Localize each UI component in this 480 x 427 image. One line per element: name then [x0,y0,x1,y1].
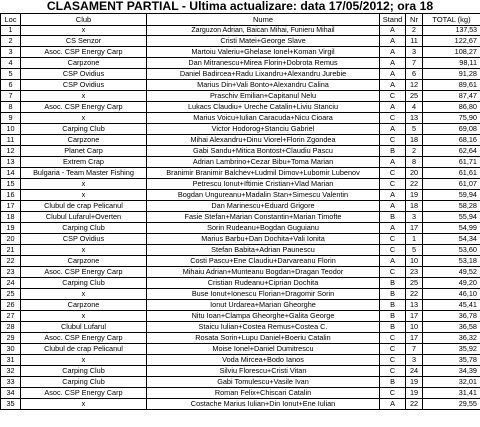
cell-nr: 18 [406,135,423,146]
cell-loc: 10 [1,124,21,135]
cell-nr: 25 [406,91,423,102]
cell-stand: B [380,377,406,388]
cell-loc: 4 [1,58,21,69]
cell-stand: C [380,135,406,146]
cell-stand: A [380,157,406,168]
cell-total: 58,28 [423,201,480,212]
cell-stand: A [380,399,406,410]
table-row [1,355,480,366]
cell-stand: A [380,26,406,36]
cell-total: 61,71 [423,157,480,168]
cell-nr: 7 [406,58,423,69]
cell-stand: C [380,388,406,399]
cell-nr: 11 [406,36,423,47]
cell-club: x [21,245,147,256]
cell-club: x [21,179,147,190]
table-row [1,333,480,344]
cell-nume: Sorin Rudeanu+Bogdan Guguianu [147,223,380,234]
cell-loc: 5 [1,69,21,80]
table-row [1,388,480,399]
cell-stand: C [380,234,406,245]
cell-loc: 16 [1,190,21,201]
cell-total: 53,18 [423,256,480,267]
table-row [1,245,480,256]
cell-loc: 33 [1,377,21,388]
cell-club: Asoc. CSP Energy Carp [21,333,147,344]
cell-club: Clubul de crap Pelicanul [21,344,147,355]
cell-stand: A [380,124,406,135]
cell-stand: B [380,300,406,311]
cell-stand: C [380,267,406,278]
cell-nume: Daniel Badircea+Radu Lixandru+Alexandru Jurebie [147,69,380,80]
cell-nume: Bogdan Ungureanu+Madalin Stan+Simescu Valentin [147,190,380,201]
table-row [1,256,480,267]
cell-total: 87,47 [423,91,480,102]
cell-total: 89,61 [423,80,480,91]
cell-nume: Marius Voicu+Iulian Caracuda+Nicu Cioara [147,113,380,124]
cell-stand: B [380,289,406,300]
cell-club: Carping Club [21,124,147,135]
cell-loc: 31 [1,355,21,366]
table-row [1,267,480,278]
table-row [1,344,480,355]
column-header-loc: Loc [1,14,21,26]
cell-stand: B [380,146,406,157]
cell-nr: 13 [406,300,423,311]
cell-stand: C [380,168,406,179]
cell-stand: B [380,212,406,223]
table-row [1,58,480,69]
table-row [1,168,480,179]
cell-loc: 28 [1,322,21,333]
cell-stand: C [380,91,406,102]
cell-loc: 21 [1,245,21,256]
cell-nr: 10 [406,322,423,333]
cell-nr: 17 [406,333,423,344]
cell-total: 55,94 [423,212,480,223]
table-row [1,179,480,190]
cell-nr: 8 [406,157,423,168]
cell-loc: 29 [1,333,21,344]
cell-club: CSP Ovidius [21,69,147,80]
cell-nume: Stefan Babita+Adrian Paunescu [147,245,380,256]
cell-total: 32,01 [423,377,480,388]
cell-nr: 13 [406,113,423,124]
cell-club: x [21,311,147,322]
cell-club: Carping Club [21,223,147,234]
cell-nume: Costi Pascu+Ene Claudiu+Darvareanu Florin [147,256,380,267]
cell-club: Carpzone [21,58,147,69]
cell-stand: A [380,47,406,58]
table-row [1,36,480,47]
cell-nr: 19 [406,190,423,201]
table-row [1,113,480,124]
cell-club: x [21,399,147,410]
cell-nr: 6 [406,69,423,80]
cell-total: 45,41 [423,300,480,311]
cell-club: Carping Club [21,278,147,289]
cell-total: 36,78 [423,311,480,322]
cell-club: Clubul de crap Pelicanul [21,201,147,212]
cell-club: Asoc. CSP Energy Carp [21,47,147,58]
cell-nume: Victor Hodorog+Stanciu Gabriel [147,124,380,135]
cell-total: 68,16 [423,135,480,146]
cell-loc: 18 [1,212,21,223]
table-row [1,190,480,201]
cell-nume: Buse Ionut+Ionescu Florian+Dragomir Sorin [147,289,380,300]
cell-nume: Silviu Florescu+Cristi Vitan [147,366,380,377]
table-row [1,80,480,91]
cell-stand: C [380,333,406,344]
cell-nume: Martoiu Valeriu+Ghelase Ionel+Koman Virgil [147,47,380,58]
cell-club: Clubul Lufarul+Overten [21,212,147,223]
cell-stand: C [380,344,406,355]
cell-nr: 5 [406,245,423,256]
cell-stand: B [380,311,406,322]
cell-total: 75,90 [423,113,480,124]
cell-total: 61,07 [423,179,480,190]
table-row [1,26,480,36]
cell-nr: 3 [406,355,423,366]
cell-nr: 17 [406,311,423,322]
table-row [1,102,480,113]
cell-nr: 2 [406,146,423,157]
cell-club: x [21,289,147,300]
table-row [1,322,480,333]
cell-club: Carpzone [21,256,147,267]
cell-nr: 18 [406,201,423,212]
cell-club: x [21,91,147,102]
cell-club: Clubul Lufarul [21,322,147,333]
cell-nume: Cristian Rudeanu+Ciprian Dochita [147,278,380,289]
cell-nume: Marius Din+Vali Bonto+Alexandru Calina [147,80,380,91]
cell-nume: Adrian Lambrino+Cezar Bibu+Toma Marian [147,157,380,168]
cell-club: Asoc. CSP Energy Carp [21,388,147,399]
cell-total: 62,64 [423,146,480,157]
cell-loc: 3 [1,47,21,58]
table-row [1,135,480,146]
cell-nr: 2 [406,26,423,36]
cell-stand: C [380,245,406,256]
cell-stand: B [380,322,406,333]
cell-nume: Moise Ionel+Daniel Dumitrescu [147,344,380,355]
cell-nume: Gabi Sandu+Mitica Bontost+Claudiu Pascu [147,146,380,157]
column-header-stand: Stand [380,14,406,26]
cell-stand: C [380,355,406,366]
ranking-table-body [1,14,480,410]
cell-club: Asoc. CSP Energy Carp [21,102,147,113]
cell-stand: C [380,179,406,190]
cell-nume: Petrescu Ionut+Iftimie Cristian+Vlad Marian [147,179,380,190]
cell-club: Carpzone [21,135,147,146]
cell-loc: 1 [1,26,21,36]
cell-loc: 6 [1,80,21,91]
column-header-total: TOTAL (kg) [423,14,480,26]
cell-club: CSP Ovidius [21,234,147,245]
table-row [1,91,480,102]
cell-total: 49,20 [423,278,480,289]
cell-club: Asoc. CSP Energy Carp [21,267,147,278]
cell-loc: 9 [1,113,21,124]
table-row [1,234,480,245]
cell-nr: 22 [406,179,423,190]
cell-loc: 8 [1,102,21,113]
table-header-row [1,14,480,26]
cell-stand: A [380,58,406,69]
cell-total: 137,53 [423,26,480,36]
cell-loc: 26 [1,300,21,311]
cell-stand: A [380,36,406,47]
cell-loc: 14 [1,168,21,179]
table-row [1,212,480,223]
cell-nume: Cristi Matei+George Slave [147,36,380,47]
cell-club: Carping Club [21,377,147,388]
cell-total: 86,80 [423,102,480,113]
cell-total: 29,55 [423,399,480,410]
cell-total: 46,10 [423,289,480,300]
cell-total: 34,39 [423,366,480,377]
table-row [1,47,480,58]
cell-loc: 24 [1,278,21,289]
cell-nume: Dan Marinescu+Eduard Grigore [147,201,380,212]
cell-total: 35,92 [423,344,480,355]
cell-club: CSP Ovidius [21,80,147,91]
cell-total: 36,32 [423,333,480,344]
cell-stand: A [380,201,406,212]
cell-club: x [21,190,147,201]
cell-nume: Mihaiu Adrian+Munteanu Bogdan+Dragan Teodor [147,267,380,278]
cell-nr: 22 [406,399,423,410]
cell-loc: 25 [1,289,21,300]
cell-loc: 19 [1,223,21,234]
cell-total: 122,67 [423,36,480,47]
cell-nr: 19 [406,388,423,399]
cell-nume: Zarguzon Adrian, Baican Mihai, Funieru Mihail [147,26,380,36]
cell-stand: A [380,256,406,267]
cell-nr: 22 [406,289,423,300]
cell-loc: 15 [1,179,21,190]
cell-club: Extrem Crap [21,157,147,168]
column-header-nr: Nr [406,14,423,26]
ranking-table [0,13,480,410]
cell-loc: 30 [1,344,21,355]
cell-club: CS Senzor [21,36,147,47]
cell-nume: Dan Mitranescu+Mirea Florin+Dobrota Remus [147,58,380,69]
cell-nr: 25 [406,278,423,289]
cell-loc: 2 [1,36,21,47]
cell-club: Carping Club [21,366,147,377]
cell-loc: 32 [1,366,21,377]
table-row [1,311,480,322]
cell-club: x [21,26,147,36]
cell-stand: C [380,366,406,377]
cell-nume: Gabi Tomulescu+Vasile Ivan [147,377,380,388]
cell-nr: 5 [406,124,423,135]
table-row [1,289,480,300]
table-row [1,300,480,311]
cell-nume: Roman Felix+Chiscari Catalin [147,388,380,399]
cell-total: 98,11 [423,58,480,69]
cell-loc: 35 [1,399,21,410]
cell-stand: A [380,69,406,80]
cell-total: 36,58 [423,322,480,333]
cell-total: 108,27 [423,47,480,58]
cell-loc: 34 [1,388,21,399]
table-row [1,69,480,80]
cell-nr: 19 [406,377,423,388]
cell-nume: Costache Marius Iulian+Din Ionut+Ene Iulian [147,399,380,410]
table-row [1,201,480,212]
cell-total: 59,94 [423,190,480,201]
cell-nume: Lukacs Claudiu+ Ureche Catalin+Liviu Stanciu [147,102,380,113]
cell-stand: A [380,190,406,201]
cell-loc: 23 [1,267,21,278]
cell-loc: 7 [1,91,21,102]
table-row [1,366,480,377]
cell-loc: 27 [1,311,21,322]
cell-nume: Ionut Urdarea+Marian Gheorghe [147,300,380,311]
cell-nr: 4 [406,102,423,113]
cell-nr: 7 [406,344,423,355]
column-header-club: Club [21,14,147,26]
cell-total: 53,60 [423,245,480,256]
cell-club: Carpzone [21,300,147,311]
cell-stand: A [380,102,406,113]
cell-nr: 1 [406,234,423,245]
cell-nr: 20 [406,168,423,179]
cell-nr: 24 [406,366,423,377]
cell-nr: 10 [406,256,423,267]
cell-nr: 12 [406,80,423,91]
cell-total: 54,34 [423,234,480,245]
cell-nume: Staicu Iulian+Costea Remus+Costea C. [147,322,380,333]
cell-stand: A [380,80,406,91]
page-title: CLASAMENT PARTIAL - Ultima actualizare: data 17/05/2012; ora 18 [46,0,434,13]
table-row [1,124,480,135]
table-row [1,278,480,289]
cell-loc: 17 [1,201,21,212]
cell-total: 35,78 [423,355,480,366]
cell-total: 61,61 [423,168,480,179]
cell-nume: Rosata Sorin+Lupu Daniel+Boeriu Catalin [147,333,380,344]
cell-nume: Voda Mircea+Bodo Ianos [147,355,380,366]
cell-nume: Marius Barbu+Dan Dochita+Vali Ionita [147,234,380,245]
table-row [1,223,480,234]
cell-nume: Fasie Stefan+Marian Constantin+Marian Timofte [147,212,380,223]
cell-nr: 23 [406,267,423,278]
cell-stand: C [380,113,406,124]
cell-loc: 20 [1,234,21,245]
cell-total: 69,08 [423,124,480,135]
cell-loc: 22 [1,256,21,267]
cell-loc: 11 [1,135,21,146]
cell-stand: A [380,223,406,234]
table-row [1,399,480,410]
cell-club: x [21,355,147,366]
column-header-nume: Nume [147,14,380,26]
cell-total: 49,52 [423,267,480,278]
cell-nume: Nitu Ioan+Clampa Gheorghe+Galita George [147,311,380,322]
cell-nr: 3 [406,212,423,223]
cell-stand: B [380,278,406,289]
cell-loc: 12 [1,146,21,157]
cell-nume: Branimir Branimir Balchev+Ludmil Dimov+Lubomir Lubenov [147,168,380,179]
table-row [1,146,480,157]
cell-total: 31,41 [423,388,480,399]
cell-nr: 17 [406,223,423,234]
cell-nr: 3 [406,47,423,58]
cell-club: Planet Carp [21,146,147,157]
table-row [1,157,480,168]
cell-club: Bulgaria - Team Master Fishing [21,168,147,179]
cell-loc: 13 [1,157,21,168]
table-row [1,377,480,388]
cell-nume: Mihai Alexandru+Dinu Viorel+Florin Zgondea [147,135,380,146]
cell-total: 91,28 [423,69,480,80]
cell-total: 54,99 [423,223,480,234]
cell-club: x [21,113,147,124]
cell-nume: Praschiv Emilian+Capitanul Nelu [147,91,380,102]
